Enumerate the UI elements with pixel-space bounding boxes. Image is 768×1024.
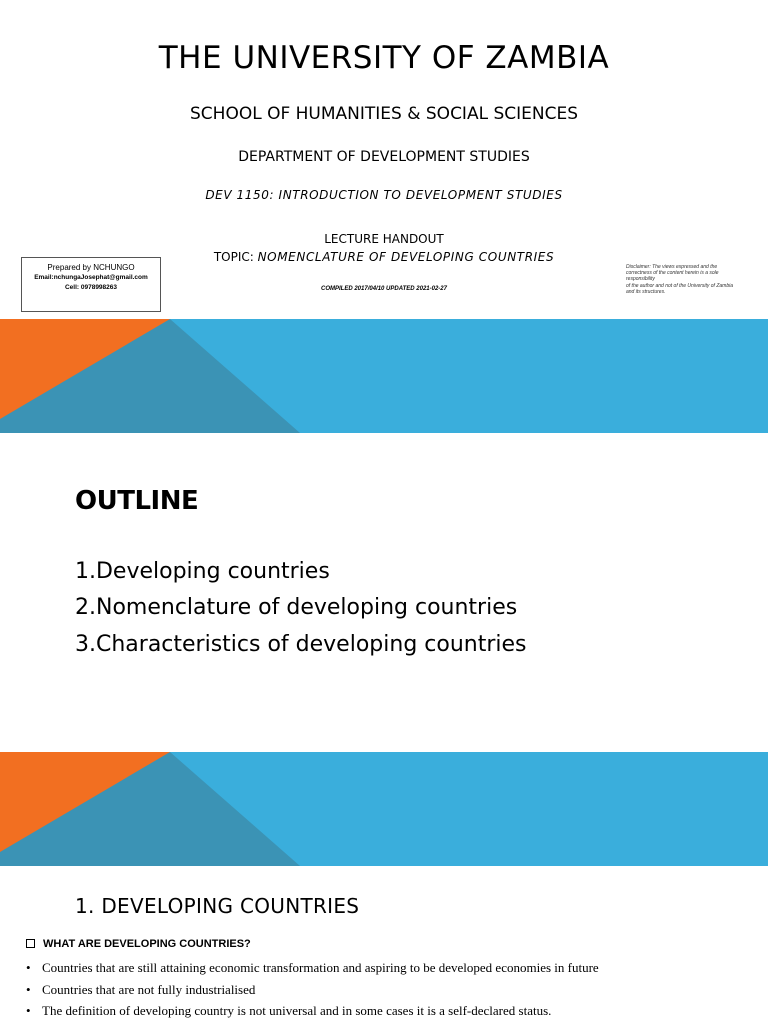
prepared-by-prefix: Prepared by [47, 263, 94, 272]
author-email: Email:nchungaJosephat@gmail.com [34, 274, 148, 281]
topic-title: NOMENCLATURE OF DEVELOPING COUNTRIES [257, 250, 555, 264]
bullet-text: Countries that are still attaining economic transformation and aspiring to be developed economies in future [42, 960, 599, 975]
disclaimer-line: correctness of the content herein is a sole [626, 270, 719, 277]
author-box [21, 257, 161, 312]
lecture-handout-label: LECTURE HANDOUT [324, 232, 444, 246]
outline-item: 1.Developing countries [75, 559, 330, 584]
course-title: DEV 1150: INTRODUCTION TO DEVELOPMENT STUDIES [205, 188, 563, 202]
disclaimer-line: and its structures. [626, 288, 666, 295]
author-cell: Cell: 0978998263 [64, 284, 118, 291]
bullet-dot-icon: • [26, 982, 31, 997]
outline-item: 2.Nomenclature of developing countries [75, 595, 518, 620]
university-title: THE UNIVERSITY OF ZAMBIA [158, 40, 610, 76]
school-name: SCHOOL OF HUMANITIES & SOCIAL SCIENCES [190, 104, 578, 124]
section-heading: 1. DEVELOPING COUNTRIES [75, 894, 360, 918]
question-text: WHAT ARE DEVELOPING COUNTRIES? [43, 938, 251, 950]
topic-prefix: TOPIC: [213, 250, 258, 264]
decorative-banner-middle [0, 752, 768, 866]
bullet-dot-icon: • [26, 960, 31, 975]
decorative-banner-top [0, 319, 768, 433]
disclaimer [626, 264, 754, 295]
outline-item: 3.Characteristics of developing countries [75, 632, 527, 657]
author-name: NCHUNGO [93, 263, 135, 272]
bullet-text: The definition of developing country is not universal and in some cases it is a self-declared status. [42, 1003, 552, 1018]
outline-heading: OUTLINE [75, 486, 199, 516]
prepared-by-line [22, 263, 160, 273]
disclaimer-line: responsibility [626, 276, 655, 283]
bullet-dot-icon: • [26, 1003, 31, 1018]
bullet-item [26, 982, 255, 998]
department-name: DEPARTMENT OF DEVELOPMENT STUDIES [238, 149, 530, 165]
compiled-date: COMPILED 2017/04/10 UPDATED 2021-02-27 [321, 286, 447, 292]
bullet-item [26, 1003, 551, 1019]
disclaimer-line: of the author and not of the University of Zambia [626, 282, 734, 289]
bullet-item [26, 960, 599, 976]
disclaimer-line: Disclaimer: The views expressed and the [626, 264, 718, 270]
checkbox-bullet-icon [26, 939, 35, 948]
bullet-text: Countries that are not fully industrialised [42, 982, 256, 997]
question-line [26, 938, 251, 950]
